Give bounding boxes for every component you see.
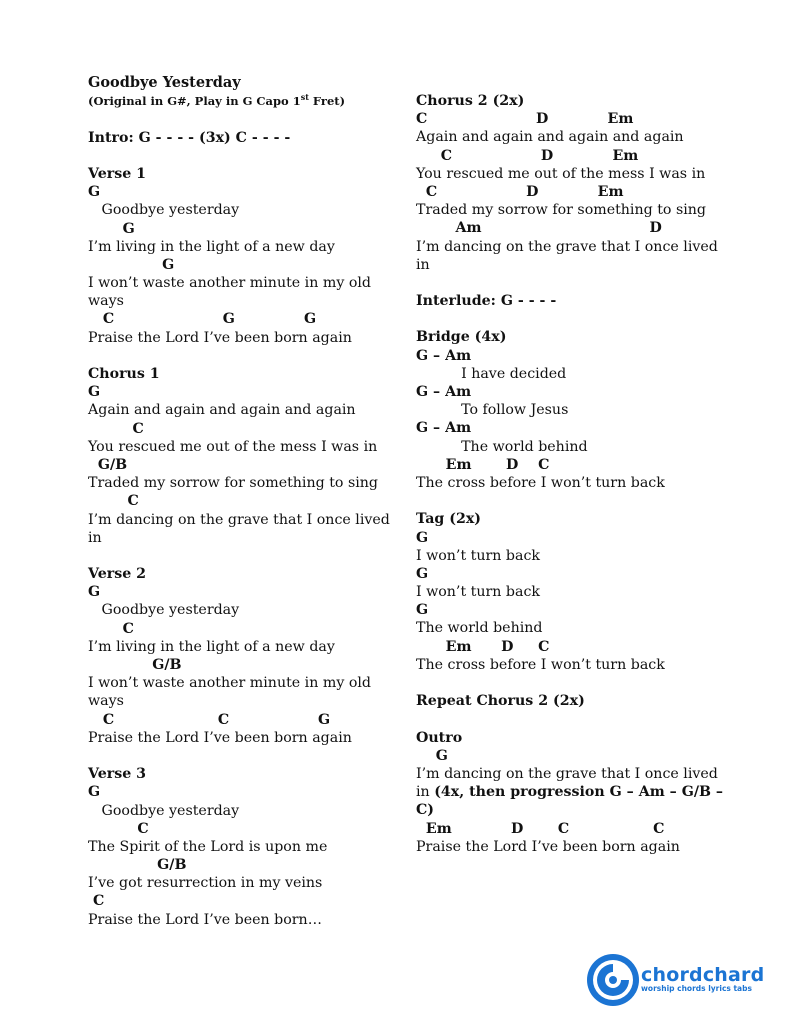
chord-or-heading-line: G – Am [416,384,472,400]
lyric-line: in [416,256,430,273]
lyric-line: The cross before I won’t turn back [416,656,665,673]
lyric-line: Again and again and again and again [88,402,356,419]
outro-instruction: (4x, then progression G – Am – G/B – [434,784,724,801]
spacer [416,492,716,510]
chord-or-heading-line: G/B [88,857,187,874]
chord-or-heading-line: Chorus 1 [88,366,160,382]
chord-or-heading-line: Tag (2x) [416,511,482,528]
chord-or-heading-line: C [88,620,134,637]
chordchard-logo-icon [585,950,641,1010]
chord-or-heading-line: C [88,820,149,837]
chord-or-heading-line: Em D C [416,456,550,473]
chord-or-heading-line: Outro [416,729,463,746]
lyric-line: The Spirit of the Lord is upon me [88,838,328,855]
logo-tagline: worship chords lyrics tabs [641,984,752,993]
chord-or-heading-line: G [88,784,101,801]
lyric-line: I won’t waste another minute in my old [88,675,372,692]
chord-or-heading-line: Verse 3 [88,766,147,783]
lyric-line: The world behind [416,438,588,455]
chord-or-heading-line: G [416,747,448,764]
chord-or-heading-line: Bridge (4x) [416,329,507,346]
lyric-line: I’m dancing on the grave that I once lived [416,765,718,782]
chord-or-heading-line: Am D [416,220,662,237]
chordchard-logo [585,950,765,1010]
chord-or-heading-line: G – Am [416,420,472,437]
lyric-line: You rescued me out of the mess I was in [416,165,706,182]
chord-or-heading-line: G [88,384,101,401]
lyric-line: Again and again and again and again [416,129,684,146]
right-column [416,92,724,856]
lyric-line-mixed [416,783,724,801]
lyric-line: Praise the Lord I’ve been born again [416,838,680,855]
song-title: Goodbye Yesterday [88,74,241,91]
lyric-line: I won’t waste another minute in my old [88,275,372,292]
chord-or-heading-line: Verse 2 [88,566,147,583]
subtitle-text: (Original in G#, Play in G Capo 1 [88,94,301,109]
lyric-line: I’m living in the light of a new day [88,238,335,255]
chord-or-heading-line: G [88,220,135,237]
lyric-line: Traded my sorrow for something to sing [416,202,706,219]
chord-or-heading-line: G – Am [416,347,472,364]
spacer [88,147,388,165]
lyric-line: To follow Jesus [416,402,569,419]
chord-or-heading-line: G [88,256,175,273]
chord-or-heading-line: C D Em [416,147,639,164]
logo-name: chordchard [641,964,765,986]
lyric-line: I’m dancing on the grave that I once lived [416,238,718,255]
lyric-line: You rescued me out of the mess I was in [88,438,378,455]
lyric-line: I won’t turn back [416,547,541,564]
lyric-line: Goodbye yesterday [88,802,240,819]
lyric-line: Praise the Lord I’ve been born… [88,911,322,928]
chord-or-heading-line: G [416,565,429,582]
chord-or-heading-line: G [88,184,101,201]
spacer [416,310,716,328]
chord-or-heading-line: Repeat Chorus 2 (2x) [416,693,585,710]
lyric-line: Praise the Lord I’ve been born again [88,329,352,346]
lyric-line: Praise the Lord I’ve been born again [88,729,352,746]
spacer [88,110,388,128]
chord-line: Em D C C [416,820,665,837]
song-subtitle [88,92,388,110]
spacer [88,747,388,765]
chord-or-heading-line: Intro: G - - - - (3x) C - - - - [88,129,291,146]
spacer [88,347,388,365]
spacer [416,674,716,692]
chord-or-heading-line: C D Em [416,183,624,200]
chord-or-heading-line: Em D C [416,638,550,655]
lyric-text: in [416,784,435,801]
left-column [88,74,388,929]
chord-or-heading-line: C G G [88,311,317,328]
lyric-line: I won’t turn back [416,584,541,601]
lyric-line: Goodbye yesterday [88,602,240,619]
lyric-line: in [88,529,102,546]
chord-or-heading-line: C [88,893,105,910]
chord-or-heading-line: G/B [88,657,182,673]
lyric-line: The world behind [416,620,543,637]
chord-or-heading-line: G [88,584,101,601]
logo-wordmark [641,964,764,993]
lyric-line: I’ve got resurrection in my veins [88,875,323,892]
spacer [88,547,388,565]
chord-or-heading-line: Interlude: G - - - - [416,293,557,310]
chord-or-heading-line: Chorus 2 (2x) [416,93,525,109]
spacer [416,710,716,728]
lyric-line: I’m dancing on the grave that I once lived [88,511,390,528]
chord-or-heading-line: C D Em [416,111,634,128]
chord-or-heading-line: G/B [88,456,128,473]
chord-or-heading-line: G [416,602,429,619]
chord-or-heading-line: G [416,529,429,546]
lyric-line: Goodbye yesterday [88,202,240,219]
chord-or-heading-line: C [88,420,144,437]
chord-or-heading-line: C C G [88,711,331,728]
chord-or-heading-line: C [88,493,139,510]
lyric-line: ways [88,293,124,310]
lyric-line: I’m living in the light of a new day [88,638,335,655]
outro-instruction-end: C) [416,802,435,819]
subtitle-text-end: Fret) [308,94,346,109]
lyric-line: I have decided [416,365,567,382]
subtitle-superscript: st [300,92,309,103]
spacer [416,274,716,292]
right-lyrics [416,92,716,765]
chord-or-heading-line: Verse 1 [88,165,147,182]
lyric-line: The cross before I won’t turn back [416,474,665,491]
left-lyrics [88,129,388,929]
lyric-line: ways [88,693,124,710]
lyric-line: Traded my sorrow for something to sing [88,475,378,492]
